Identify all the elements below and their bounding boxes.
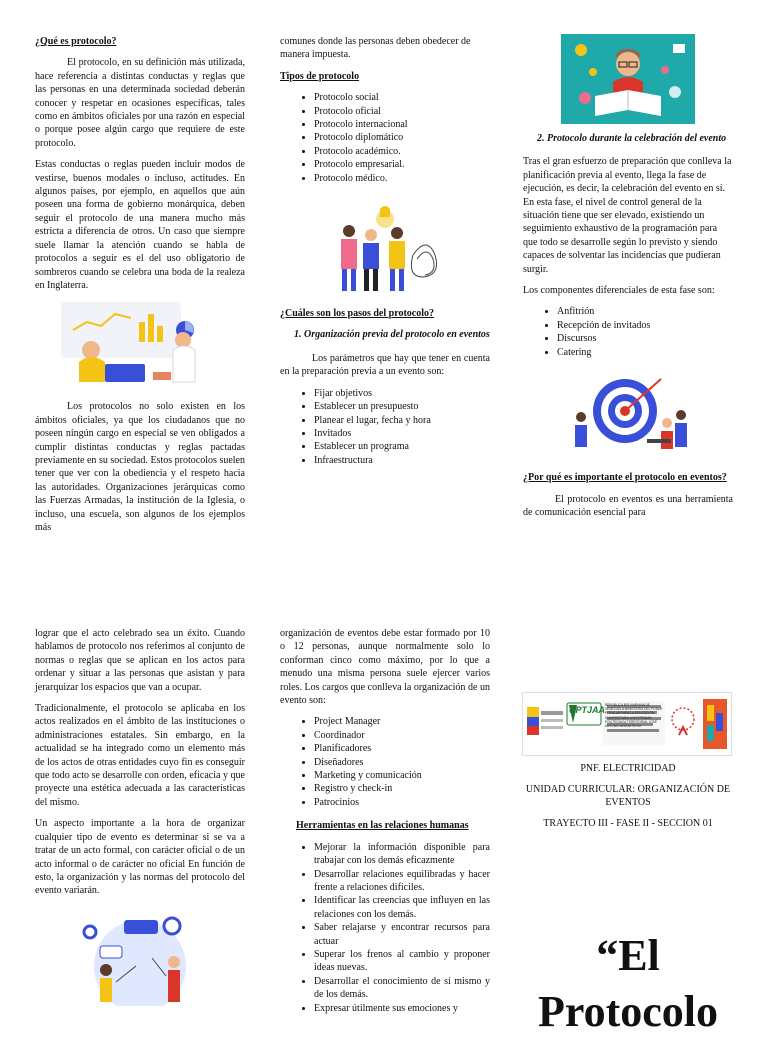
list-item: • Establecer un presupuesto — [314, 400, 490, 413]
list-item: • Protocolo médico. — [314, 172, 490, 185]
list-item: • Patrocinios — [314, 796, 490, 809]
list-item: • Protocolo académico. — [314, 145, 490, 158]
pnf-label: PNF. ELECTRICIDAD — [580, 763, 676, 774]
list-item: • Protocolo diplomático — [314, 131, 490, 144]
team-analytics-illustration — [35, 300, 245, 388]
list-item: • Planear el lugar, fecha y hora — [314, 414, 490, 427]
paragraph: Estas conductas o reglas pueden incluir modos de vestirse, buenos modales o incluso, actitudes. En algunos países, por ejemplo, en aquellos que aún poseen una forma de gobierno monárquica, deben seguir el protocolo de una manera mucho más estricta a diferencia de otros. Un caso que siempre suele llamar la atención cuando se habla de protocolos a seguir es el del uso obligatorio de sombreros cuando se celebra una boda de la realeza en Inglaterra. — [35, 159, 245, 291]
list-item: • Catering — [557, 346, 733, 359]
list-item: • Establecer un programa — [314, 440, 490, 453]
paragraph: lograr que el acto celebrado sea un éxito. Cuando hablamos de protocolo nos referimos al conjunto de normas o reglas que se aplican en los actos para ordenar y situar a las personas que asistan y para jerarquizar los espacios que van a ocupar. — [35, 628, 245, 693]
list-item: • Project Manager — [314, 715, 490, 728]
people-ideas-illustration — [280, 195, 490, 295]
heading-que-es-protocolo: ¿Qué es protocolo? — [35, 36, 117, 47]
trayecto-label: TRAYECTO III - FASE II - SECCION 01 — [543, 818, 713, 829]
paragraph: organización de eventos debe estar formado por 10 o 12 personas, aunque normalmente solo lo conforman cinco como máximo, por lo que a menudo una misma persona suele ejercer varios roles. Los cargos que conlleva la organización de un evento son: — [280, 628, 490, 707]
previa-list — [280, 387, 490, 467]
subheading-organizacion-previa: 1. Organización previa del protocolo en eventos — [294, 329, 490, 341]
list-item: • Identificar las creencias que influyen en las relaciones con los demás. — [314, 894, 490, 921]
list-item: • Desarrollar el conocimiento de sí mismo y de los demás. — [314, 975, 490, 1002]
list-item: • Protocolo internacional — [314, 118, 490, 131]
list-item: • Invitados — [314, 427, 490, 440]
column-4 — [35, 627, 245, 1018]
target-team-illustration — [523, 369, 733, 459]
teacher-book-illustration — [523, 34, 733, 124]
paragraph: El protocolo, en su definición más utilizada, hace referencia a distintas conductas y reglas que las personas en una determinada sociedad deberán conocer y respetar en ocasiones específicas, tales como en ámbitos oficiales por una razón en especial o porque posee algún cargo que requiere de este protocolo. — [35, 57, 245, 149]
column-2 — [280, 35, 490, 477]
column-5 — [280, 627, 490, 1025]
list-item: • Diseñadores — [314, 756, 490, 769]
list-item: • Infraestructura — [314, 454, 490, 467]
heading-por-que-importante: ¿Por qué es importante el protocolo en eventos? — [523, 472, 727, 484]
list-item: • Saber relajarse y encontrar recursos para actuar — [314, 921, 490, 948]
heading-pasos-protocolo: ¿Cuáles son los pasos del protocolo? — [280, 308, 435, 320]
list-item: • Superar los frenos al cambio y proponer ideas nuevas. — [314, 948, 490, 975]
list-item: • Anfitrión — [557, 305, 733, 318]
list-item: • Coordinador — [314, 729, 490, 742]
unidad-curricular-label: UNIDAD CURRICULAR: ORGANIZACIÓN DE EVENTOS — [525, 784, 731, 808]
tipos-list — [280, 91, 490, 185]
subheading-durante-evento: 2. Protocolo durante la celebración del evento — [537, 133, 727, 144]
componentes-list — [523, 305, 733, 359]
list-item: • Recepción de invitados — [557, 319, 733, 332]
list-item: • Marketing y comunicación — [314, 769, 490, 782]
paragraph: Los componentes diferenciales de esta fase son: — [523, 285, 715, 297]
title-line-1: “El — [596, 931, 660, 980]
paragraph: El protocolo en eventos es una herramienta de comunicación esencial para — [523, 493, 733, 518]
communication-illustration — [35, 906, 245, 1006]
heading-herramientas: Herramientas en las relaciones humanas — [296, 820, 469, 832]
list-item: • Protocolo oficial — [314, 105, 490, 118]
column-1 — [35, 35, 245, 542]
brochure-title — [523, 928, 733, 1040]
list-item: • Registro y check-in — [314, 782, 490, 795]
column-3 — [523, 32, 733, 527]
list-item: • Protocolo empresarial. — [314, 158, 490, 171]
list-item: • Fijar objetivos — [314, 387, 490, 400]
paragraph: Los protocolos no solo existen en los ámbitos oficiales, ya que los ciudadanos que no poseen ningún cargo en especial se ven obligados a cumplir distintas conductas y reglas pactadas previamente en su sociedad. Estos protocolos suelen tener que ver con la obediencia y el respeto hacia las autoridades. Organizaciones jerárquicas como las Fuerzas Armadas, la institución de la Iglesia, o incluso, una escuela, son algunos de los ejemplos más — [35, 401, 245, 533]
paragraph: Tradicionalmente, el protocolo se aplicaba en los actos realizados en el ámbito de las instituciones o administraciones estatales. Sin embargo, en la actualidad se ha integrado como un elemento más de los actos de otras entidades cuyo fin es conseguir que todo acto se desarrolle con orden, eficacia y que proyecte una estética adecuada a las características del mismo. — [35, 703, 245, 808]
title-line-2: Protocolo — [537, 987, 719, 1036]
cargos-list — [280, 715, 490, 809]
list-item: • Discursos — [557, 332, 733, 345]
column-6 — [523, 762, 733, 830]
herramientas-list — [280, 841, 490, 1015]
list-item: • Planificadores — [314, 742, 490, 755]
paragraph: comunes donde las personas deben obedecer de manera impuesta. — [280, 36, 471, 61]
list-item: • Protocolo social — [314, 91, 490, 104]
list-item: • Desarrollar relaciones equilibradas y hacer frente a relaciones difíciles. — [314, 868, 490, 895]
paragraph: Tras el gran esfuerzo de preparación que conlleva la planificación previa al evento, llega la fase de ejecución, es decir, la celebración del evento en sí. En esta fase, el nivel de control general de la situación tiene que ser elevado, existiendo un seguimiento exhaustivo de la programación para que todo se desarrolle según lo previsto y siendo capaces de solventar las incidencias que pudieran surgir. — [523, 156, 732, 275]
logo-uptjaa-text: UPTJAA — [569, 705, 606, 715]
list-item: • Mejorar la información disponible para trabajar con los demás eficazmente — [314, 841, 490, 868]
paragraph: Los parámetros que hay que tener en cuenta en la preparación previa a un evento son: — [280, 352, 490, 378]
heading-tipos-protocolo: Tipos de protocolo — [280, 70, 360, 82]
paragraph: Un aspecto importante a la hora de organizar cualquier tipo de evento es determinar si se va a tratar de un acto formal, con carácter oficial o de un acto informal o de carácter no oficial En función de esto, la organización y las normas del protocolo del evento variarán. — [35, 818, 245, 897]
list-item: • Expresar útilmente sus emociones y — [314, 1002, 490, 1015]
logo-ministry-text: REPÚBLICA BOLIVARIANA DE VENEZUELA MINISTERIO DEL PODER POPULAR PARA LA EDUCACIÓN UNIVERSITARIA UNIVERSIDAD POLITÉCNICA TERRITORIAL JOSÉ ANTONIO ANZOÁTEGUI — [605, 703, 663, 729]
institution-logos — [522, 692, 732, 756]
